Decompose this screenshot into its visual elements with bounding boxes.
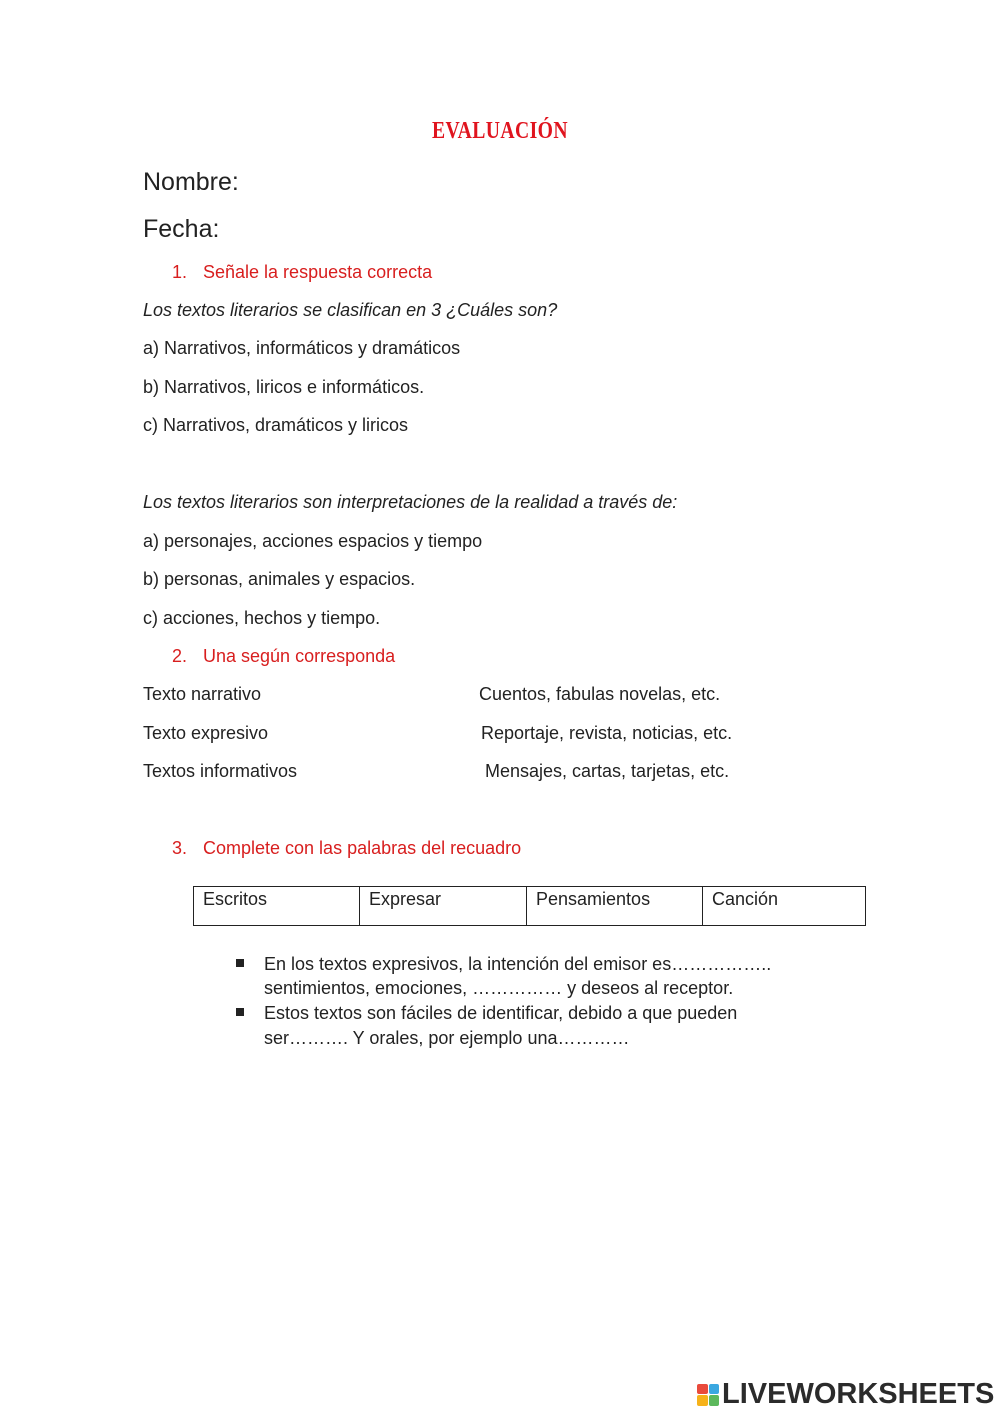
name-label: Nombre: xyxy=(143,168,239,196)
bullet-2-line-2: ser………. Y orales, por ejemplo una………… xyxy=(264,1028,630,1048)
section-2-number: 2. xyxy=(172,646,188,666)
bullet-1-line-1: En los textos expresivos, la intención del emisor es…………….. xyxy=(264,954,772,974)
word-box-cell: Expresar xyxy=(360,887,527,926)
logo-text: LIVEWORKSHEETS xyxy=(722,1378,995,1410)
match-right-2[interactable]: Reportaje, revista, noticias, etc. xyxy=(481,723,733,743)
section-2-heading-text: Una según corresponda xyxy=(203,646,396,666)
word-box-cell: Escritos xyxy=(194,887,360,926)
match-right-3[interactable]: Mensajes, cartas, tarjetas, etc. xyxy=(485,761,730,781)
section-1-heading-text: Señale la respuesta correcta xyxy=(203,262,433,282)
bullet-marker xyxy=(236,959,244,967)
q1-option-c: c) Narrativos, dramáticos y liricos xyxy=(143,415,409,435)
bullet-2-line-1: Estos textos son fáciles de identificar, debido a que pueden xyxy=(264,1003,738,1023)
section-3-heading xyxy=(172,837,521,859)
date-label: Fecha: xyxy=(143,215,220,243)
word-box xyxy=(193,886,866,926)
question-1: Los textos literarios se clasifican en 3 ¿Cuáles son? xyxy=(143,300,558,320)
match-left-3[interactable]: Textos informativos xyxy=(143,761,298,781)
section-2-heading xyxy=(172,645,395,667)
q1-option-a: a) Narrativos, informáticos y dramáticos xyxy=(143,338,461,358)
match-left-1[interactable]: Texto narrativo xyxy=(143,684,262,704)
logo-block xyxy=(709,1395,720,1406)
section-3-heading-text: Complete con las palabras del recuadro xyxy=(203,838,522,858)
word-box-cell: Pensamientos xyxy=(527,887,703,926)
logo-block xyxy=(709,1384,720,1395)
logo-block xyxy=(697,1384,708,1395)
section-3-number: 3. xyxy=(172,838,188,858)
liveworksheets-logo[interactable] xyxy=(697,1378,994,1411)
q1-option-b: b) Narrativos, liricos e informáticos. xyxy=(143,377,425,397)
q2-option-b: b) personas, animales y espacios. xyxy=(143,569,416,589)
q2-option-a: a) personajes, acciones espacios y tiempo xyxy=(143,531,483,551)
match-left-2[interactable]: Texto expresivo xyxy=(143,723,269,743)
word-box-cell: Canción xyxy=(703,887,866,926)
match-right-1[interactable]: Cuentos, fabulas novelas, etc. xyxy=(479,684,721,704)
logo-block xyxy=(697,1395,708,1406)
section-1-heading xyxy=(172,261,432,283)
page-title: EVALUACIÓN xyxy=(431,118,569,144)
logo-blocks-icon xyxy=(697,1384,719,1406)
bullet-marker xyxy=(236,1008,244,1016)
question-2: Los textos literarios son interpretaciones de la realidad a través de: xyxy=(143,492,678,512)
bullet-1-line-2: sentimientos, emociones, …………… y deseos al receptor. xyxy=(264,978,734,998)
section-1-number: 1. xyxy=(172,262,188,282)
q2-option-c: c) acciones, hechos y tiempo. xyxy=(143,608,381,628)
